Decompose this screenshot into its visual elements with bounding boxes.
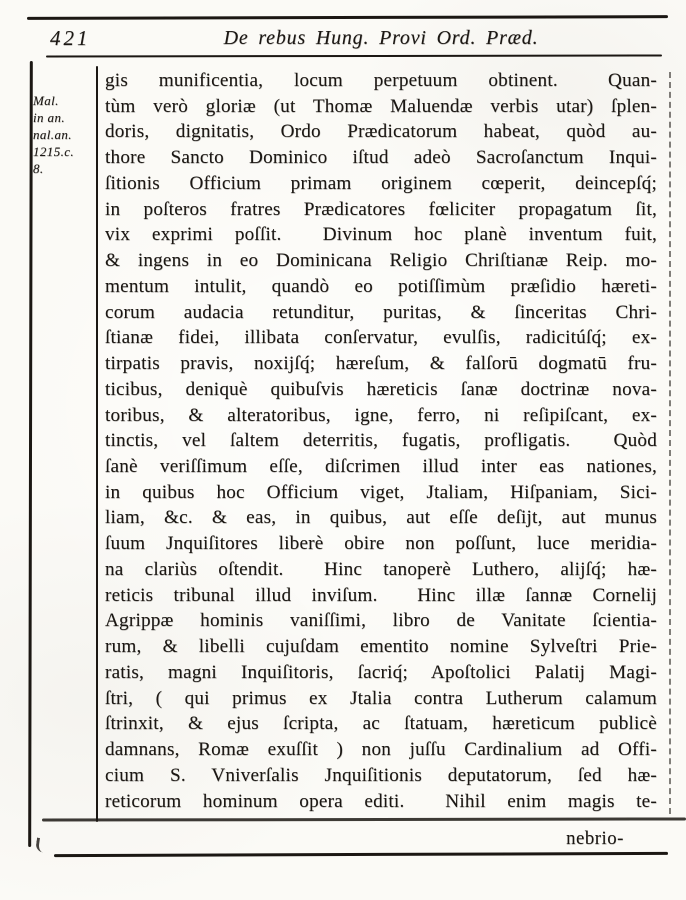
body-text-line: reticorum hominum opera editi. Nihil enim magis te- xyxy=(105,790,657,812)
margin-note-line: nal.an. xyxy=(33,127,72,142)
catchword: nebrio- xyxy=(566,828,624,849)
body-text-line: gis munificentia, locum perpetuum obtinent. Quan- xyxy=(105,70,657,91)
body-text-line: ſtrinxit, & ejus ſcripta, ac ſtatuam, hæreticum publicè xyxy=(105,713,657,735)
body-text-block xyxy=(105,68,657,814)
body-text-line: liam, &c. & eas, in quibus, aut eſſe deſijt, aut munus xyxy=(105,507,657,529)
body-text-line: damnans, Romæ exuſſit ) non juſſu Cardinalium ad Offi- xyxy=(105,739,657,761)
body-text-line: vix exprimi poſſit. Divinum hoc planè inventum fuit, xyxy=(105,224,657,246)
body-text-line: thore Sancto Dominico iſtud adeò Sacroſanctum Inqui- xyxy=(105,147,657,169)
body-text-line: tùm verò gloriæ (ut Thomæ Maluendæ verbis utar) ſplen- xyxy=(105,95,657,117)
left-border-rule xyxy=(28,61,33,847)
body-text-line: ſtri, ( qui primus ex Jtalia contra Lutherum calamum xyxy=(105,687,657,709)
top-border-rule xyxy=(27,15,668,20)
body-text-line: ticibus, deniquè quibuſvis hæreticis ſanæ doctrinæ nova- xyxy=(105,378,657,400)
body-text-line: doris, dignitatis, Ordo Prædicatorum habeat, quòd au- xyxy=(105,121,657,143)
body-text-line: tirpatis pravis, noxijſq́; hæreſum, & falſorū dogmatū fru- xyxy=(105,353,657,375)
column-divider-rule xyxy=(96,66,98,822)
right-edge-rule xyxy=(669,72,671,814)
body-text-line: & ingens in eo Dominicana Religio Chriſtianæ Reip. mo- xyxy=(105,250,657,272)
left-border-end-mark xyxy=(35,838,45,853)
body-text-line: ſuum Jnquiſitores liberè obire non poſſunt, luce meridia- xyxy=(105,533,657,555)
bottom-text-rule xyxy=(42,817,686,821)
margin-note-line: 1215.c. xyxy=(33,144,75,159)
body-text-line: mentum intulit, quandò eo potiſſimùm præſidio hæreti- xyxy=(105,275,657,297)
margin-citation-note xyxy=(33,92,95,177)
body-text-line: in poſteros fratres Prædicatores fœliciter propagatum ſit, xyxy=(105,198,657,220)
margin-note-line: Mal. xyxy=(33,93,59,108)
bottom-border-rule xyxy=(54,852,668,858)
body-text-line: reticis tribunal illud inviſum. Hinc illæ ſannæ Cornelij xyxy=(105,584,657,606)
body-text-line: rum, & libelli cujuſdam ementito nomine Sylveſtri Prie- xyxy=(105,636,657,658)
header-rule xyxy=(46,54,662,57)
body-text-line: ratis, magni Inquiſitoris, ſacriq́; Apoſtolici Palatij Magi- xyxy=(105,661,657,683)
body-text-line: tinctis, vel ſaltem deterritis, fugatis, profligatis. Quòd xyxy=(105,430,657,452)
page-number: 421 xyxy=(50,26,91,50)
margin-note-line: in an. xyxy=(33,110,66,125)
body-text-line: toribus, & alteratoribus, igne, ferro, ni reſipiſcant, ex- xyxy=(105,404,657,426)
body-text-line: in quibus hoc Officium viget, Jtaliam, Hiſpaniam, Sici- xyxy=(105,481,657,503)
running-title: De rebus Hung. Provi Ord. Præd. xyxy=(223,27,539,49)
body-text-line: corum audacia retunditur, puritas, & ſinceritas Chri- xyxy=(105,301,657,323)
body-text-line: cium S. Vniverſalis Jnquiſitionis deputatorum, ſed hæ- xyxy=(105,764,657,786)
body-text-line: ſtianæ fidei, illibata conſervatur, evulſis, radicitúſq́; ex- xyxy=(105,327,657,349)
body-text-line: na clariùs oſtendit. Hinc tanoperè Luthero, alijſq́; hæ- xyxy=(105,558,657,580)
margin-note-line: 8. xyxy=(33,161,44,176)
body-text-line: Agrippæ hominis vaniſſimi, libro de Vanitate ſcientia- xyxy=(105,610,657,632)
body-text-line: ſanè veriſſimum eſſe, diſcrimen illud inter eas nationes, xyxy=(105,456,657,478)
body-text-line: ſitionis Officium primam originem cœperit, deincepſq́; xyxy=(105,172,657,194)
